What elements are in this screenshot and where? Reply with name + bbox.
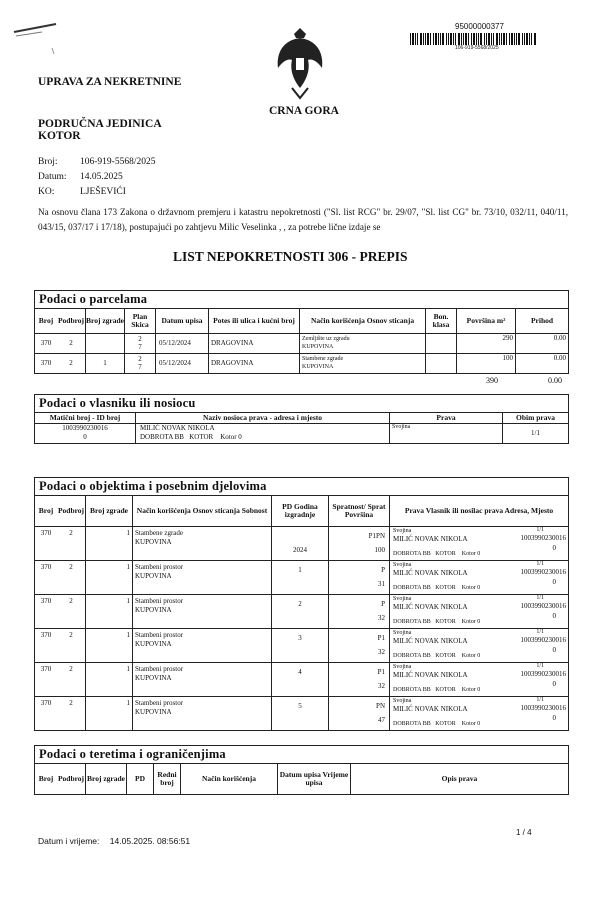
owner-address: DOBROTA BB KOTOR Kotor 0: [393, 584, 481, 591]
cell-osnov: KUPOVINA: [135, 605, 172, 614]
owner-id: 1003990230016: [520, 703, 566, 712]
owner-share: 1/1: [536, 560, 544, 567]
owner-share: 1/1: [536, 696, 544, 703]
cell-potes: DRAGOVINA: [209, 333, 300, 353]
cell-pd: [272, 696, 329, 730]
burdens-table: [34, 764, 569, 795]
meta-value: 106-919-5568/2025: [80, 157, 156, 167]
col-header: Bon. klasa: [426, 309, 457, 333]
barcode-bar: [531, 33, 532, 45]
col-header: Prihod: [516, 309, 569, 333]
col-header: Broj zgrade: [86, 309, 125, 333]
org-unit: PODRUČNA JEDINICA: [38, 118, 162, 130]
barcode-bar: [448, 33, 449, 45]
owner-address: DOBROTA BB KOTOR Kotor 0: [393, 720, 481, 727]
cell-broj: 370: [40, 664, 52, 673]
cell-name: [136, 423, 390, 443]
owner-id: 1003990230016: [520, 601, 566, 610]
table-header-row: [35, 496, 569, 526]
cell-owner: [390, 560, 569, 594]
cell-nacin-text: Stambene zgrade: [302, 356, 344, 362]
cell-nacin: [133, 594, 272, 628]
cell-nacin: [300, 353, 426, 373]
cell-pd: [272, 526, 329, 560]
cell-nacin: [133, 560, 272, 594]
cell-owner: [390, 662, 569, 696]
owners-table: [34, 413, 569, 444]
cell-podbroj: 2: [69, 339, 73, 347]
col-header: Spratnost/ Sprat Površina: [329, 496, 390, 526]
cell-osnov: KUPOVINA: [302, 344, 334, 350]
cell-id-number: 1003990230016: [62, 424, 108, 432]
cell-prihod: 0.00: [516, 333, 569, 353]
barcode-bar: [534, 33, 536, 45]
document-title: LIST NEPOKRETNOSTI 306 - PREPIS: [173, 249, 408, 264]
cell-povrsina: 100: [457, 353, 516, 373]
cell-owner: [390, 594, 569, 628]
coat-of-arms-logo: [272, 28, 328, 100]
meta-label: Datum:: [38, 172, 67, 182]
table-row: [35, 696, 569, 730]
barcode-bar: [488, 33, 490, 45]
cell-povrsina: 47: [378, 715, 385, 724]
barcode-bar: [410, 33, 411, 45]
parcels-totals: [34, 374, 569, 388]
barcode-bar: [423, 33, 424, 45]
cell-pd-number: [272, 529, 328, 543]
owner-share: 1/1: [536, 594, 544, 601]
cell-osnov: KUPOVINA: [135, 571, 172, 580]
datetime-label: Datum i vrijeme:: [38, 836, 100, 846]
barcode-bar: [471, 33, 472, 45]
barcode-bar: [486, 33, 487, 45]
barcode-bar: [455, 33, 456, 45]
col-header: Naziv nosioca prava - adresa i mjesto: [136, 413, 390, 423]
cell-zgrada: 1: [86, 560, 133, 594]
table-row: [35, 353, 569, 373]
cell-potes: DRAGOVINA: [209, 353, 300, 373]
cell-podbroj: 2: [69, 596, 73, 605]
owner-name: MILIĆ NOVAK NIKOLA: [393, 568, 468, 577]
cell-nacin-text: Stambeni prostor: [135, 630, 184, 639]
owner-id-sub: 0: [552, 645, 556, 654]
objects-table: [34, 496, 569, 731]
cell-nacin: [300, 333, 426, 353]
cell-plan: 2: [138, 355, 142, 363]
owner-address: DOBROTA BB KOTOR Kotor 0: [393, 550, 481, 557]
cell-osnov: KUPOVINA: [302, 364, 334, 370]
col-header: Broj zgrade: [86, 496, 133, 526]
cell-prava: Svojina: [390, 423, 503, 443]
owner-right: Svojina: [393, 697, 412, 704]
meta-row: [38, 170, 155, 185]
barcode-bar: [503, 33, 505, 45]
cell-broj: 370: [40, 698, 52, 707]
owner-id: 1003990230016: [520, 567, 566, 576]
cell-pd: [272, 560, 329, 594]
preamble: Na osnovu člana 173 Zakona o državnom premjeru i katastru nepokretnosti ("Sl. list RCG" br. 29/07, "Sl. list CG" br. 73/10, 032/11, 040/11, 043/15, 037/17 i 17/18), postupajući po zahtjevu Milic Veselinka , , za potrebe lične izdaje se: [38, 207, 568, 232]
cell-osnov: KUPOVINA: [135, 673, 172, 682]
cell-plan-skica: [125, 333, 156, 353]
cell-zgrada: 1: [86, 662, 133, 696]
barcode-caption: 106-919-5568/2025: [455, 45, 499, 51]
col-header: Obim prava: [503, 413, 569, 423]
barcode-bar: [526, 33, 528, 45]
owner-share: 1/1: [536, 662, 544, 669]
col-header: Broj: [38, 505, 54, 515]
barcode-bar: [425, 33, 426, 45]
cell-zgrada: 1: [86, 526, 133, 560]
cell-owner: [390, 696, 569, 730]
cell-zgrada: 1: [86, 696, 133, 730]
cell-zgrada: 1: [86, 353, 125, 373]
cell-plan: 2: [138, 335, 142, 343]
owner-address: DOBROTA BB KOTOR Kotor 0: [393, 618, 481, 625]
barcode-bar: [501, 33, 502, 45]
cell-spratnost: P: [381, 599, 385, 608]
col-header: Prava: [390, 413, 503, 423]
owner-id: 1003990230016: [520, 669, 566, 678]
col-header: PD Godina izgradnje: [272, 496, 329, 526]
cell-id-sub: 0: [83, 433, 87, 441]
table-header-row: [35, 413, 569, 423]
cell-zgrada: 1: [86, 628, 133, 662]
cell-nacin: [133, 526, 272, 560]
datetime-value: 14.05.2025. 08:56:51: [109, 836, 191, 846]
cell-pd-number: 1: [298, 565, 302, 574]
col-header: Površina m²: [457, 309, 516, 333]
section-title: Podaci o vlasniku ili nosiocu: [35, 395, 568, 413]
barcode-bar: [491, 33, 492, 45]
objects-section: [34, 477, 569, 731]
cell-nacin: [133, 662, 272, 696]
meta-label: KO:: [38, 187, 55, 197]
table-header-row: [35, 309, 569, 333]
table-row: [35, 662, 569, 696]
barcode-bar: [412, 33, 414, 45]
cell-zgrada: 1: [86, 594, 133, 628]
cell-osnov: KUPOVINA: [135, 639, 172, 648]
barcode-bar: [433, 33, 434, 45]
cell-godina: 2024: [293, 545, 307, 554]
cell-pd: [272, 662, 329, 696]
col-header: Podbroj: [57, 505, 85, 515]
cell-podbroj: 2: [69, 698, 73, 707]
table-row: [35, 333, 569, 353]
cell-klasa: [426, 353, 457, 373]
owner-name: MILIĆ NOVAK NIKOLA: [393, 602, 468, 611]
cell-nacin: [133, 696, 272, 730]
meta-block: [38, 155, 155, 200]
cell-podbroj: 2: [69, 562, 73, 571]
cell-pd: [272, 628, 329, 662]
cell-pd-number: 2: [298, 599, 302, 608]
table-row: [35, 526, 569, 560]
owner-id-sub: 0: [552, 713, 556, 722]
barcode-bar: [420, 33, 422, 45]
total-income: 0.00: [548, 375, 562, 385]
col-header: Način korišćenja Osnov sticanja: [300, 309, 426, 333]
owner-id-sub: 0: [552, 679, 556, 688]
owner-name: MILIĆ NOVAK NIKOLA: [393, 534, 468, 543]
col-header: Redni broj: [154, 764, 181, 794]
barcode-bar: [453, 33, 454, 45]
barcode-bar: [465, 33, 467, 45]
owner-id-sub: 0: [552, 611, 556, 620]
col-header: Podbroj: [57, 773, 85, 783]
section-title: Podaci o objektima i posebnim djelovima: [35, 478, 568, 496]
cell-podbroj: 2: [69, 664, 73, 673]
barcode-bar: [468, 33, 469, 45]
col-header: Broj: [38, 773, 54, 783]
owner-id-sub: 0: [552, 543, 556, 552]
cell-povrsina: 32: [378, 613, 385, 622]
col-header: Način korišćenja: [181, 764, 278, 794]
col-header: Prava Vlasnik ili nosilac prava Adresa, Mjesto: [390, 496, 569, 526]
col-header: Plan Skica: [125, 309, 156, 333]
owner-right: Svojina: [393, 629, 412, 636]
cell-povrsina: 100: [374, 545, 385, 554]
cell-sprat: [329, 628, 390, 662]
barcode-bar: [480, 33, 482, 45]
total-area: 390: [486, 375, 498, 385]
cell-nacin-text: Stambeni prostor: [135, 562, 184, 571]
barcode-bar: [450, 33, 452, 45]
cell-skica: 7: [138, 343, 142, 351]
barcode-bar: [529, 33, 530, 45]
cell-broj: 370: [40, 630, 52, 639]
owner-id: 1003990230016: [520, 533, 566, 542]
cell-datum: 05/12/2024: [156, 353, 209, 373]
cell-pd-number: 3: [298, 633, 302, 642]
meta-row: [38, 155, 155, 170]
barcode: [410, 32, 538, 44]
owner-id-sub: 0: [552, 577, 556, 586]
owners-section: [34, 394, 569, 444]
barcode-bar: [442, 33, 444, 45]
parcels-section: [34, 290, 569, 388]
col-header: Opis prava: [351, 764, 569, 794]
barcode-bar: [478, 33, 479, 45]
barcode-bar: [430, 33, 431, 45]
cell-sprat: [329, 696, 390, 730]
burdens-section: [34, 745, 569, 795]
owner-right: Svojina: [393, 595, 412, 602]
barcode-bar: [518, 33, 520, 45]
col-header: Podbroj: [57, 315, 85, 325]
cell-nacin-text: Stambene zgrade: [135, 528, 184, 537]
col-header: Datum upisa Vrijeme upisa: [278, 764, 351, 794]
owner-id: 1003990230016: [520, 635, 566, 644]
barcode-bar: [435, 33, 437, 45]
meta-row: [38, 185, 155, 200]
barcode-bar: [516, 33, 517, 45]
barcode-bar: [509, 33, 510, 45]
cell-spratnost: PN: [376, 701, 385, 710]
cell-obim: 1/1: [503, 423, 569, 443]
col-header: Broj: [38, 315, 54, 325]
page-number: 1 / 4: [516, 828, 532, 837]
country-name: CRNA GORA: [269, 105, 339, 117]
owner-name: MILIĆ NOVAK NIKOLA: [393, 704, 468, 713]
cell-skica: 7: [138, 363, 142, 371]
cell-osnov: KUPOVINA: [135, 707, 172, 716]
owner-name: MILIĆ NOVAK NIKOLA: [140, 424, 215, 432]
meta-label: Broj:: [38, 157, 58, 167]
barcode-bar: [493, 33, 494, 45]
cell-plan-skica: [125, 353, 156, 373]
barcode-bar: [511, 33, 513, 45]
table-header-row: [35, 764, 569, 794]
barcode-bar: [484, 33, 485, 45]
section-title: Podaci o teretima i ograničenjima: [35, 746, 568, 764]
cell-povrsina: 31: [378, 579, 385, 588]
col-header: Način korišćenja Osnov sticanja Sobnost: [133, 496, 272, 526]
meta-value: LJEŠEVIĆI: [80, 187, 126, 197]
barcode-bar: [473, 33, 475, 45]
parcels-table: [34, 309, 569, 374]
owner-name: MILIĆ NOVAK NIKOLA: [393, 670, 468, 679]
barcode-bar: [438, 33, 439, 45]
org-name: UPRAVA ZA NEKRETNINE: [38, 76, 182, 88]
cell-sprat: [329, 526, 390, 560]
cell-podbroj: 2: [69, 528, 73, 537]
cell-owner: [390, 526, 569, 560]
barcode-bar: [499, 33, 500, 45]
footer-datetime: [38, 836, 190, 846]
cell-sprat: [329, 594, 390, 628]
owner-right: Svojina: [393, 663, 412, 670]
cell-povrsina: 32: [378, 681, 385, 690]
col-header: Datum upisa: [156, 309, 209, 333]
cell-osnov: KUPOVINA: [135, 537, 172, 546]
org-city: KOTOR: [38, 130, 81, 142]
cell-datum: 05/12/2024: [156, 333, 209, 353]
owner-share: 1/1: [536, 526, 544, 533]
cell-sprat: [329, 662, 390, 696]
owner-right: Svojina: [393, 527, 412, 534]
cell-broj: 370: [40, 562, 52, 571]
cell-broj: 370: [40, 596, 52, 605]
cell-podbroj: 2: [69, 359, 73, 367]
col-header: PD: [127, 764, 154, 794]
section-title: Podaci o parcelama: [35, 291, 568, 309]
cell-zgrada: [86, 333, 125, 353]
cell-nacin-text: Stambeni prostor: [135, 664, 184, 673]
meta-value: 14.05.2025: [80, 172, 123, 182]
owner-address: DOBROTA BB KOTOR Kotor 0: [393, 686, 481, 693]
cell-spratnost: P1: [377, 633, 385, 642]
table-row: [35, 628, 569, 662]
cell-pd: [272, 594, 329, 628]
cell-broj: 370: [40, 339, 52, 347]
barcode-bar: [440, 33, 441, 45]
barcode-number: 95000000377: [455, 22, 504, 31]
cell-podbroj: 2: [69, 630, 73, 639]
owner-right: Svojina: [393, 561, 412, 568]
barcode-bar: [427, 33, 429, 45]
corner-mark: [12, 18, 62, 58]
owner-share: 1/1: [536, 628, 544, 635]
barcode-bar: [522, 33, 523, 45]
cell-nacin-text: Stambeni prostor: [135, 596, 184, 605]
owner-address: DOBROTA BB KOTOR Kotor 0: [140, 433, 242, 441]
owner-address: DOBROTA BB KOTOR Kotor 0: [393, 652, 481, 659]
barcode-bar: [514, 33, 515, 45]
cell-nacin-text: Stambeni prostor: [135, 698, 184, 707]
cell-spratnost: P1: [377, 667, 385, 676]
col-header: Broj zgrade: [86, 764, 127, 794]
col-header: Matični broj - ID broj: [49, 412, 121, 422]
barcode-bar: [417, 33, 418, 45]
barcode-bar: [415, 33, 416, 45]
cell-nacin-text: Zemljište uz zgradu: [302, 336, 350, 342]
barcode-bar: [506, 33, 507, 45]
barcode-bar: [458, 33, 460, 45]
cell-povrsina: 290: [457, 333, 516, 353]
cell-spratnost: P: [381, 565, 385, 574]
table-row: [35, 560, 569, 594]
barcode-bar: [476, 33, 477, 45]
cell-nacin: [133, 628, 272, 662]
barcode-bar: [446, 33, 447, 45]
cell-klasa: [426, 333, 457, 353]
cell-id: [35, 423, 136, 443]
cell-sprat: [329, 560, 390, 594]
cell-pd-number: 4: [298, 667, 302, 676]
barcode-bar: [496, 33, 498, 45]
cell-broj: 370: [40, 528, 52, 537]
cell-owner: [390, 628, 569, 662]
cell-spratnost: P1PN: [368, 531, 385, 540]
barcode-bar: [463, 33, 464, 45]
table-row: [35, 423, 569, 443]
table-row: [35, 594, 569, 628]
cell-prihod: 0.00: [516, 353, 569, 373]
col-header: Potes ili ulica i kućni broj: [209, 309, 300, 333]
owner-name: MILIĆ NOVAK NIKOLA: [393, 636, 468, 645]
cell-pd-number: 5: [298, 701, 302, 710]
barcode-bar: [524, 33, 525, 45]
cell-broj: 370: [40, 359, 52, 367]
barcode-bar: [461, 33, 462, 45]
cell-povrsina: 32: [378, 647, 385, 656]
